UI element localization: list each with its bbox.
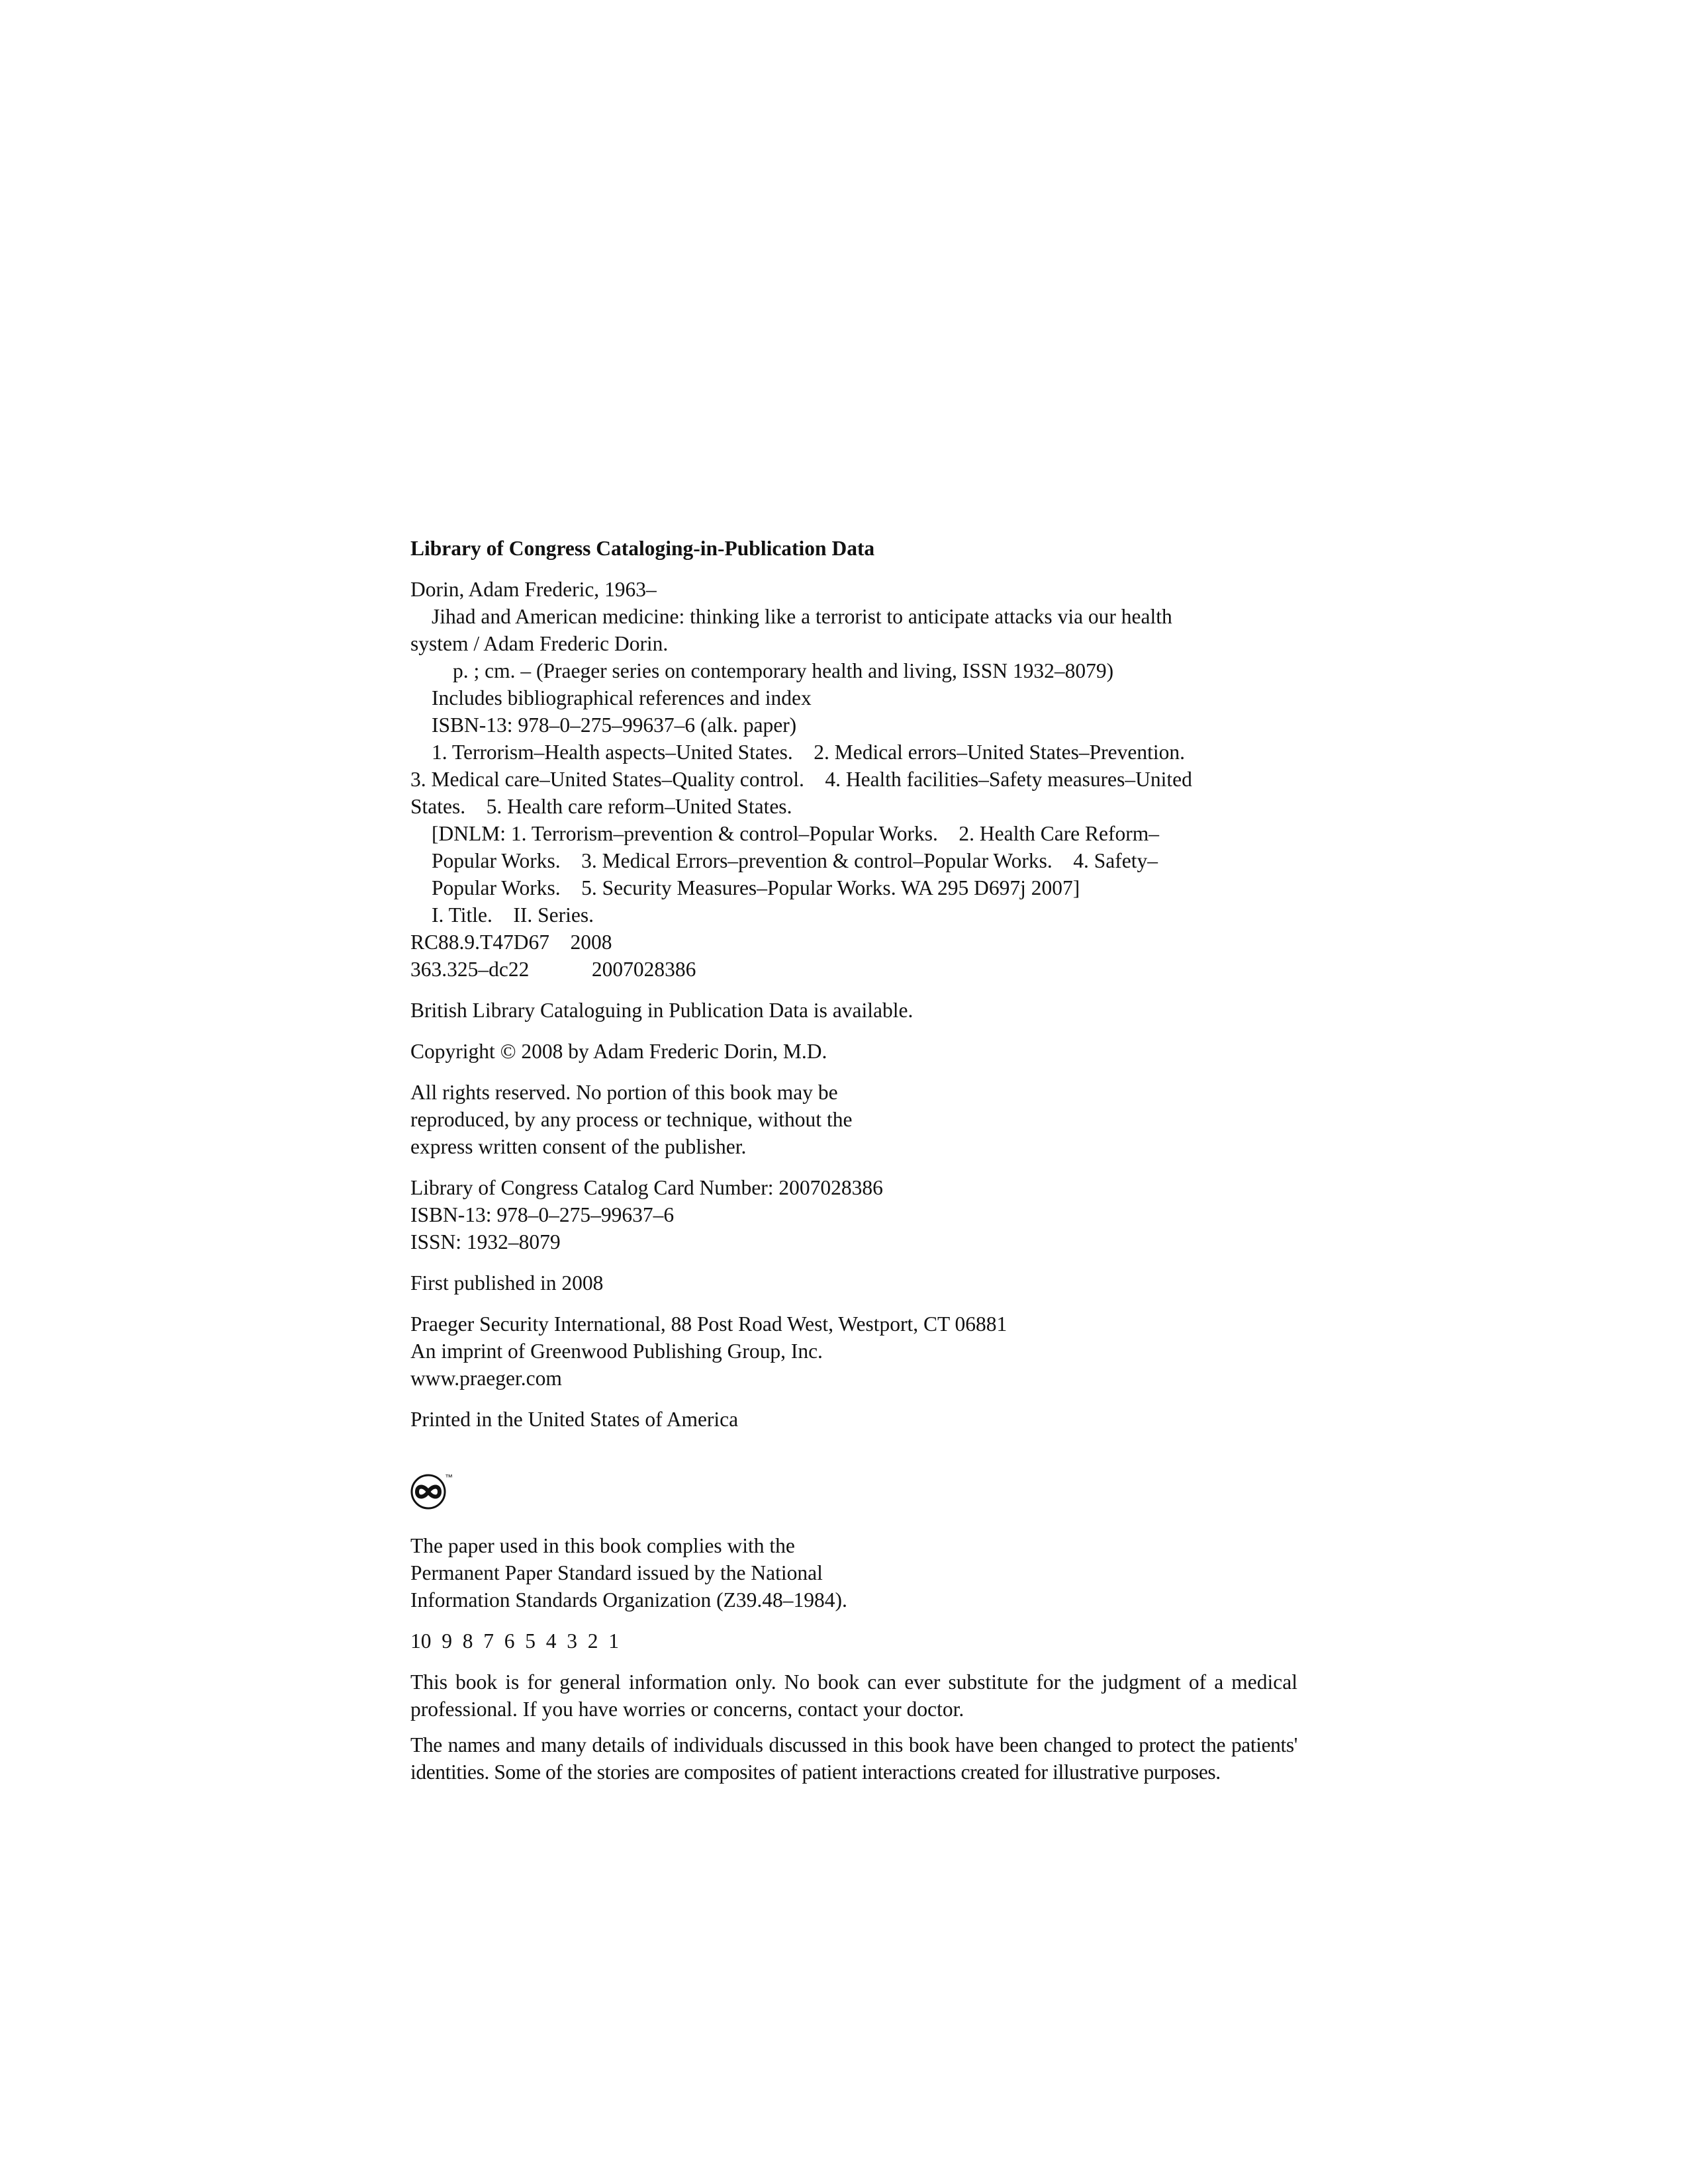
cip-dnlm-line: [DNLM: 1. Terrorism–prevention & control–Popular Works. 2. Health Care Reform– [432,822,1160,845]
paper-standard-line: Information Standards Organization (Z39.48–1984). [410,1588,847,1612]
rights-line: All rights reserved. No portion of this book may be [410,1081,838,1104]
trademark-symbol: ™ [445,1473,453,1482]
medical-disclaimer: This book is for general information only. No book can ever substitute for the judgment of a medical professional. If you have worries or concerns, contact your doctor. [410,1670,1297,1721]
cip-physical-line: p. ; cm. – (Praeger series on contemporary health and living, ISSN 1932–8079) [453,659,1114,682]
cip-author: Dorin, Adam Frederic, 1963– [410,578,657,601]
cip-title-line: system / Adam Frederic Dorin. [410,632,669,655]
print-number-line: 10 9 8 7 6 5 4 3 2 1 [410,1629,619,1653]
permanent-paper-logo [410,1471,457,1510]
publisher-imprint: An imprint of Greenwood Publishing Group, Inc. [410,1340,823,1363]
copyright-notice: Copyright © 2008 by Adam Frederic Dorin, M.D. [410,1040,827,1063]
cip-dnlm-line: Popular Works. 5. Security Measures–Popular Works. WA 295 D697j 2007] [432,876,1080,899]
paper-standard-line: The paper used in this book complies with the [410,1534,795,1557]
catalog-card-number: Library of Congress Catalog Card Number: 2007028386 [410,1176,883,1199]
publisher-website: www.praeger.com [410,1367,562,1390]
identity-disclaimer: The names and many details of individuals discussed in this book have been changed to protect the patients' identities. Some of the stories are composites of patient interactions created for illustrative purposes. [410,1733,1297,1784]
cip-dnlm-line: Popular Works. 3. Medical Errors–prevention & control–Popular Works. 4. Safety– [432,849,1158,872]
cip-note-line: Includes bibliographical references and index [432,686,812,709]
rights-line: express written consent of the publisher. [410,1135,747,1158]
cip-dewey-classification: 363.325–dc22 2007028386 [410,958,696,981]
british-library-note: British Library Cataloguing in Publication Data is available. [410,999,914,1022]
rights-line: reproduced, by any process or technique, without the [410,1108,853,1131]
first-published: First published in 2008 [410,1271,604,1295]
paper-standard-line: Permanent Paper Standard issued by the National [410,1561,823,1584]
infinity-icon [410,1471,457,1510]
cip-subject-line: 3. Medical care–United States–Quality control. 4. Health facilities–Safety measures–United [410,768,1192,791]
cip-series-line: I. Title. II. Series. [432,903,594,927]
cip-heading: Library of Congress Cataloging-in-Publication Data [410,537,875,560]
cip-subject-line: 1. Terrorism–Health aspects–United States. 2. Medical errors–United States–Prevention. [432,741,1185,764]
issn-number: ISSN: 1932–8079 [410,1230,561,1253]
cip-subject-line: States. 5. Health care reform–United States. [410,795,792,818]
cip-isbn-line: ISBN-13: 978–0–275–99637–6 (alk. paper) [432,713,797,737]
printed-in: Printed in the United States of America [410,1408,739,1431]
isbn-number: ISBN-13: 978–0–275–99637–6 [410,1203,675,1226]
cip-lc-classification: RC88.9.T47D67 2008 [410,931,612,954]
publisher-address: Praeger Security International, 88 Post Road West, Westport, CT 06881 [410,1312,1008,1336]
cip-title-line: Jihad and American medicine: thinking like a terrorist to anticipate attacks via our health [432,605,1172,628]
